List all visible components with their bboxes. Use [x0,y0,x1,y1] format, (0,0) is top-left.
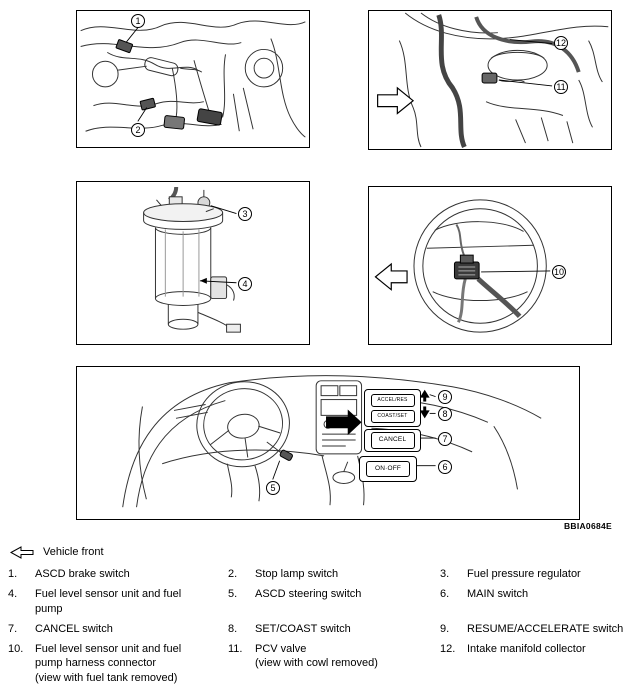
legend-line: ASCD steering switch [255,588,362,601]
legend-item-5 [228,587,440,616]
legend-item-11 [228,642,440,685]
legend-item-text [467,587,628,601]
legend-item-text [255,642,440,671]
access-hole-linework [414,200,546,332]
panel-fuel-pump-assembly [76,181,310,345]
legend-item-text [35,622,228,636]
instrument-panel-illustration [77,367,579,519]
legend-grid [8,567,630,685]
legend-line: (view with fuel tank removed) [35,671,178,684]
figure-id: BBIA0684E [563,521,612,531]
callout-11: 11 [554,80,568,94]
panel-fuel-tank-access [368,186,612,345]
engine-compartment-illustration [77,11,309,147]
legend-item-12 [440,642,628,685]
legend-item-text [255,622,440,636]
panel-engine-top [368,10,612,150]
callout-7: 7 [438,432,452,446]
callout-1: 1 [131,14,145,28]
callout-3: 3 [238,207,252,221]
legend-item-text [35,587,228,616]
vehicle-front-arrow-icon [10,546,34,559]
callout-12: 12 [555,38,566,48]
legend-line: MAIN switch [467,588,529,601]
legend-item-number: 5. [228,588,238,601]
legend-line: CANCEL switch [35,622,113,635]
cancel-button: CANCEL [371,432,415,449]
legend-item-number: 6. [440,588,450,601]
legend-line: Fuel pressure regulator [467,568,581,580]
legend-line: RESUME/ACCELERATE switch [467,622,624,635]
engine-top-illustration [369,11,611,149]
callout-5: 5 [266,481,280,495]
legend-item-text [35,642,228,685]
legend-item-number: 10. [8,643,24,656]
callout-6: 6 [438,460,452,474]
legend-item-text [467,622,628,636]
legend-line: pump [35,602,63,615]
harness-connector-shape [454,255,479,279]
legend-line: pump harness connector [35,657,157,670]
legend-item-7 [8,622,228,636]
panel-instrument-panel [76,366,580,520]
callout-8: 8 [438,407,452,421]
legend-line: PCV valve [255,643,307,656]
legend-item-text [467,567,628,581]
legend-item-10 [8,642,228,685]
legend-item-number: 11. [228,643,243,656]
panel-engine-compartment [76,10,310,148]
legend-line: Fuel level sensor unit and fuel [35,643,182,656]
legend-item-9 [440,622,628,636]
legend-item-number: 1. [8,568,18,580]
legend-item-number: 12. [440,643,456,656]
legend-line: Fuel level sensor unit and fuel [35,588,182,601]
legend-line: ASCD brake switch [35,568,130,580]
legend-item-3 [440,567,628,581]
legend-item-text [255,567,440,581]
engine-top-linework [399,13,608,147]
fuel-tank-access-illustration [369,187,611,344]
legend-item-number: 3. [440,568,450,580]
callout-9: 9 [438,390,452,404]
fuel-pump-linework [144,187,241,332]
vehicle-front-arrow-right-icon [378,88,413,114]
accel-coast-switch-inset [364,389,421,427]
pcv-valve-shape [482,73,497,83]
legend-item-4 [8,587,228,616]
legend-line: (view with cowl removed) [255,657,378,670]
legend-item-2 [228,567,440,581]
legend-line: SET/COAST switch [255,622,351,635]
legend-item-number: 9. [440,622,450,635]
legend-item-number: 8. [228,622,238,635]
accel-res-button: ACCEL/RES [371,394,415,407]
legend-item-6 [440,587,628,616]
main-switch-inset [359,456,417,482]
legend-item-number: 7. [8,622,18,635]
legend-line: Stop lamp switch [255,568,339,580]
callout-4: 4 [238,277,252,291]
engine-bay-linework [81,21,306,137]
legend [8,545,630,685]
legend-item-text [35,567,228,581]
fuel-pump-illustration [77,182,309,344]
on-off-button: ON·OFF [366,461,410,478]
callout-2: 2 [131,123,145,137]
coast-set-button: COAST/SET [371,410,415,423]
legend-item-number: 2. [228,568,238,580]
legend-line: Intake manifold collector [467,643,586,656]
legend-item-number: 4. [8,588,18,601]
instrument-panel-linework [123,376,541,508]
callout-10: 10 [553,267,564,277]
vehicle-front-label: Vehicle front [43,546,104,558]
legend-item-1 [8,567,228,581]
leader-line [481,271,550,272]
legend-item-8 [228,622,440,636]
legend-item-text [467,642,628,656]
vehicle-front-arrow-left-icon [375,264,407,290]
vehicle-front-row [10,545,630,559]
brake-switch-shapes [116,39,156,110]
legend-item-text [255,587,440,601]
pedal-shapes [164,109,223,130]
cancel-switch-inset [364,429,421,452]
